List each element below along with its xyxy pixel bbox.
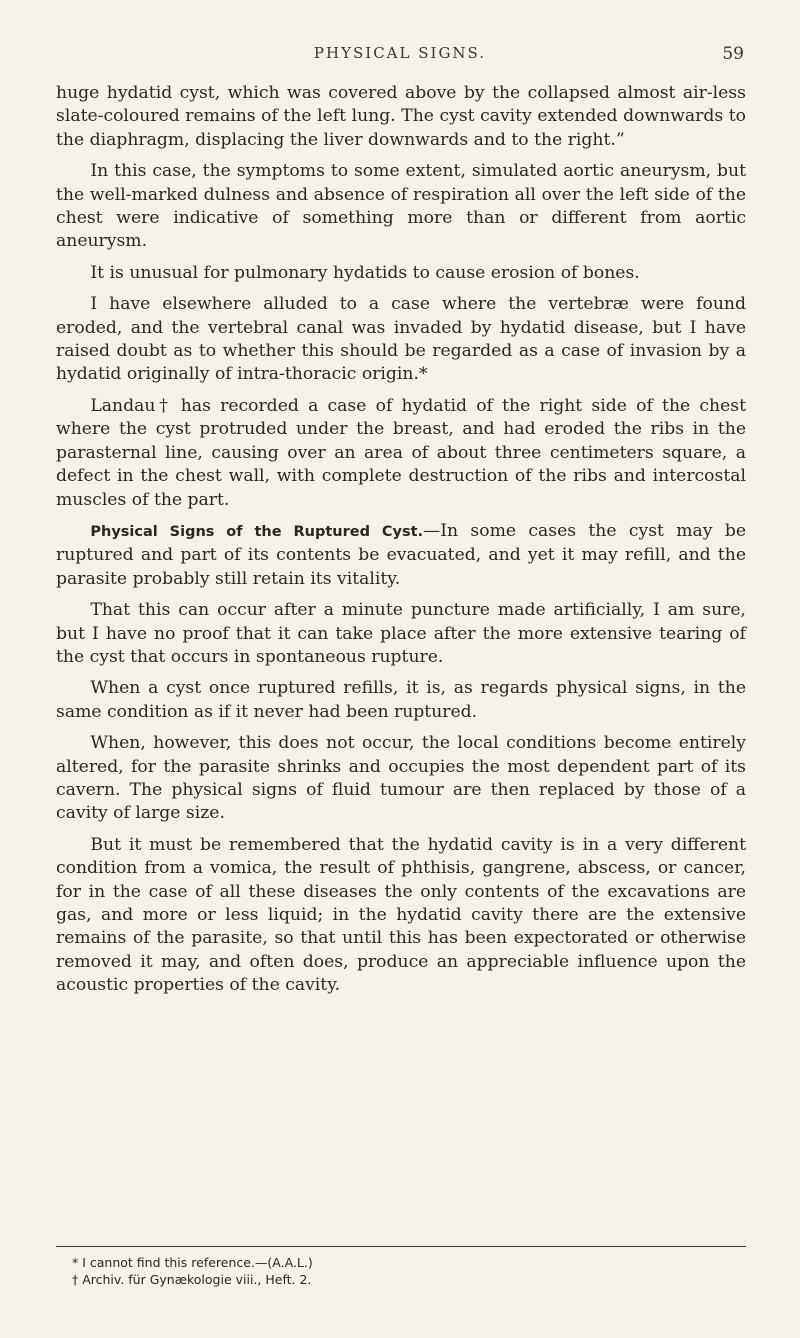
paragraph: That this can occur after a minute puncture made artificially, I am sure, but I have no proof that it can take place after the more extensive tearing of the cyst that occurs in spontaneous rupture. <box>56 600 746 667</box>
paragraph-text: —In some cases the cyst may be ruptured and part of its contents be evacuated, and yet it may refill, and the parasite probably still retain its vitality. <box>56 520 746 589</box>
paragraph-with-side-heading <box>56 520 746 591</box>
body-text <box>56 82 746 1006</box>
paragraph: When, however, this does not occur, the local conditions become entirely altered, for the parasite shrinks and occupies the most dependent part of its cavern. The physical signs of fluid tumour are then replaced by those of a cavity of large size. <box>56 733 746 824</box>
footnote-divider <box>56 1246 746 1247</box>
side-heading: Physical Signs of the Ruptured Cyst. <box>90 523 424 540</box>
running-head: PHYSICAL SIGNS. <box>313 44 487 62</box>
paragraph-continued: huge hydatid cyst, which was covered above by the collapsed almost air-less slate-coloured remains of the left lung. The cyst cavity extended downwards to the diaphragm, displacing the liver downwards and to the right.” <box>56 83 746 150</box>
paragraph: In this case, the symptoms to some extent, simulated aortic aneurysm, but the well-marked dulness and absence of respiration all over the left side of the chest were indicative of something more than or different from aortic aneurysm. <box>56 161 746 252</box>
page-number: 59 <box>722 44 744 64</box>
paragraph: When a cyst once ruptured refills, it is, as regards physical signs, in the same condition as if it never had been ruptured. <box>56 678 746 722</box>
paragraph: I have elsewhere alluded to a case where the vertebræ were found eroded, and the vertebral canal was invaded by hydatid disease, but I have raised doubt as to whether this should be regarded as a case of invasion by a hydatid originally of intra-thoracic origin.* <box>56 294 746 385</box>
footnotes <box>56 1254 746 1288</box>
footnote: † Archiv. für Gynækologie viii., Heft. 2. <box>72 1272 312 1287</box>
paragraph: Landau† has recorded a case of hydatid of the right side of the chest where the cyst protruded under the breast, and had eroded the ribs in the parasternal line, causing over an area of about three centimeters square, a defect in the chest wall, with complete destruction of the ribs and intercostal muscles of the part. <box>56 395 746 510</box>
footnote: * I cannot find this reference.—(A.A.L.) <box>72 1255 313 1270</box>
paragraph: It is unusual for pulmonary hydatids to cause erosion of bones. <box>90 262 640 283</box>
paragraph: But it must be remembered that the hydatid cavity is in a very different condition from a vomica, the result of phthisis, gangrene, abscess, or cancer, for in the case of all these diseases the only contents of the excavations are gas, and more or less liquid; in the hydatid cavity there are the extensive remains of the parasite, so that until this has been expectorated or otherwise removed it may, and often does, produce an appreciable influence upon the acoustic properties of the cavity. <box>56 834 746 996</box>
